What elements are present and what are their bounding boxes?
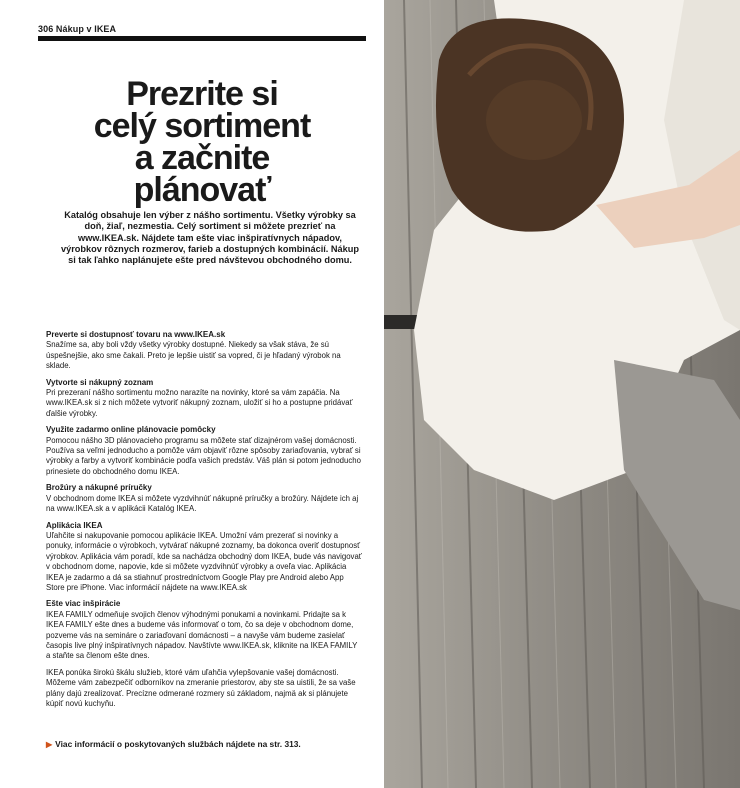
section-planning-tools [46, 425, 362, 477]
header-rule [38, 36, 366, 41]
section-shopping-list [46, 378, 362, 420]
photo-illustration [384, 0, 740, 788]
photo-woman-on-floor [384, 0, 740, 788]
title-line: a začnite [134, 139, 270, 177]
section-brochures [46, 483, 362, 514]
section-text: IKEA ponúka širokú škálu služieb, ktoré vám uľahčia vylepšovanie vašej domácnosti. Môžeme vám zabezpečiť odborníkov na zmeranie priestorov, aby ste sa uistili, že sa vaše plány dajú zrealizovať. Precízne odmerané rozmery sú základom, najmä ak si plánujete kúpiť novú kuchyňu. [46, 667, 356, 708]
section-heading: Ešte viac inšpirácie [46, 599, 121, 609]
title-line: Prezrite si [126, 75, 278, 113]
section-heading: Využite zadarmo online plánovacie pomôcky [46, 425, 216, 435]
section-text: Uľahčite si nakupovanie pomocou aplikácie IKEA. Umožní vám prezerať si novinky a ponuky, informácie o výrobkoch, vytvárať nákupné zoznamy, ba dokonca overiť dostupnosť výrobkov. Aplikácia vám poradí, kde sa nachádza obchodný dom IKEA, bude vás navigovať v obchodnom dome, napovie, kde si môžete vyzdvihnúť výrobky a oveľa viac. Aplikácia IKEA je zadarmo a dá sa stiahnuť prostredníctvom Google Play pre Android alebo App Store pre iPhone. Viac informácií nájdete na www.IKEA.sk [46, 530, 362, 592]
intro-paragraph: Katalóg obsahuje len výber z nášho sortimentu. Všetky výrobky sa doň, žiaľ, nezmestia. Celý sortiment si môžete prezrieť na www.IKEA.sk. Nájdete tam ešte viac inšpiratívnych nápadov, výrobkov rôznych rozmerov, farieb a dostupných kombinácií. Nákup si tak ľahko naplánujete ešte pred návštevou obchodného domu. [61, 210, 359, 266]
title-line: plánovať [133, 171, 271, 209]
section-heading: Brožúry a nákupné príručky [46, 483, 152, 493]
page-header: 306 Nákup v IKEA [38, 24, 117, 34]
section-heading: Vytvorte si nákupný zoznam [46, 377, 154, 387]
body-text [46, 330, 362, 715]
section-text: Pri prezeraní nášho sortimentu možno narazíte na novinky, ktoré sa vám zapáčia. Na www.IKEA.sk si z nich môžete vytvoriť nákupný zoznam, uložiť si ho a postupne pridávať ďalšie výrobky. [46, 388, 353, 418]
section-text: V obchodnom dome IKEA si môžete vyzdvihnúť nákupné príručky a brožúry. Nájdete ich aj na www.IKEA.sk a v aplikácii Katalóg IKEA. [46, 493, 359, 514]
page-title [38, 75, 366, 209]
section-text: Pomocou nášho 3D plánovacieho programu sa môžete stať dizajnérom vašej domácnosti. Používa sa veľmi jednoducho a pomôže vám objaviť rôzne spôsoby zariaďovania, vybrať si výrobky a farby a vytvoriť kombinácie podľa vašich predstáv. Váš plán si potom jednoducho prinesiete do obchodného domu IKEA. [46, 435, 361, 476]
section-heading: Aplikácia IKEA [46, 520, 103, 530]
section-services [46, 668, 362, 710]
arrow-right-icon: ▶ [46, 740, 53, 749]
section-text: IKEA FAMILY odmeňuje svojich členov výhodnými ponukami a novinkami. Pridajte sa k IKEA FAMILY ešte dnes a budeme vás informovať o tom, čo sa deje v obchodnom dome, pozveme vás na semináre o zariaďovaní domácnosti – a navyše vám budeme zasielať časopis live plný inšpiratívnych nápadov. Navštívte www.IKEA.sk, kliknite na IKEA FAMILY a staňte sa členom ešte dnes. [46, 609, 358, 661]
title-line: celý sortiment [93, 107, 311, 145]
section-inspiration [46, 599, 362, 661]
section-ikea-app [46, 521, 362, 594]
section-text: Snažíme sa, aby boli vždy všetky výrobky dostupné. Niekedy sa však stáva, že sú úspešnejšie, ako sme čakali. Preto je lepšie uistiť sa vopred, či je hľadaný výrobok na sklade. [46, 340, 341, 371]
section-availability [46, 330, 362, 372]
footer-note [46, 739, 366, 749]
section-heading: Preverte si dostupnosť tovaru na www.IKEA.sk [46, 330, 226, 339]
footer-note-text: Viac informácií o poskytovaných službách nájdete na str. 313. [55, 739, 301, 749]
